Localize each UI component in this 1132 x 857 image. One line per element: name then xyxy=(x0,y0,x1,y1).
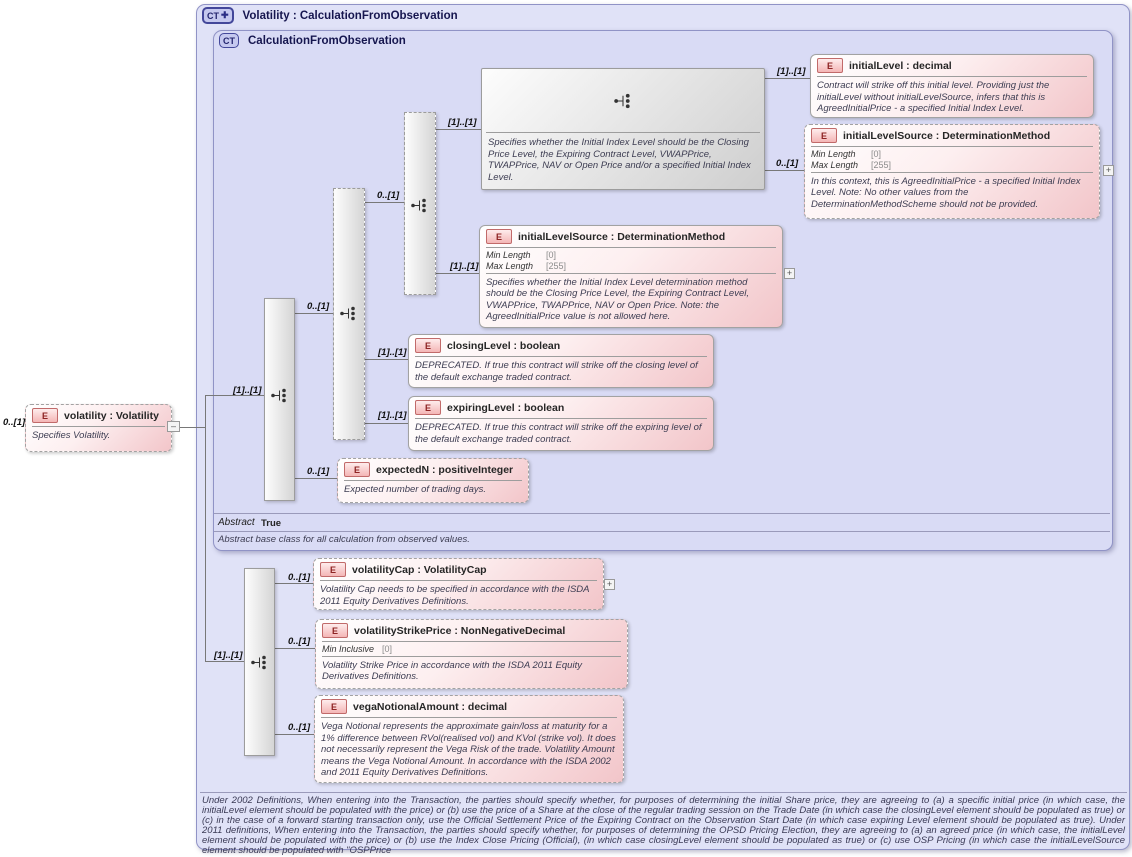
occurs-label-volatilityCap: 0..[1] xyxy=(288,572,311,583)
element-doc: Contract will strike off this initial level. Providing just the initialLevel without initialLevelSource, infers that this is AgreedInitialPrice - a specified Initial Index Level. xyxy=(817,80,1050,115)
abstract-label: Abstract xyxy=(218,517,255,528)
facet-value: [0] xyxy=(382,644,393,654)
element-doc: Specifies Volatility. xyxy=(32,430,111,441)
divider xyxy=(322,641,621,642)
element-doc: In this context, this is AgreedInitialPrice - a specified Initial Index Level. Note: No other values from the DeterminationMethodScheme should not be provided. xyxy=(811,175,1081,210)
element-doc: Volatility Cap needs to be specified in accordance with the ISDA 2011 Equity Derivatives Definitions. xyxy=(320,584,590,607)
element-doc: Expected number of trading days. xyxy=(344,484,487,495)
element-box-expiringLevel[interactable] xyxy=(408,396,714,451)
element-badge: E xyxy=(415,338,441,353)
connector-line xyxy=(363,202,404,203)
divider xyxy=(321,717,617,718)
element-doc: Specifies whether the Initial Index Level determination method should be the Closing Price Level, the Expiring Contract Level, VWAPPrice, TWAPPrice, NAV or Open Price. Note: the AgreedInitialPrice value is not allowed here. xyxy=(486,276,749,323)
facet-value: [255] xyxy=(871,159,892,170)
occurs-label-closingLevel: [1]..[1] xyxy=(378,347,407,358)
connector-line xyxy=(363,359,408,360)
connector-line xyxy=(205,395,206,661)
occurs-label-expectedN: 0..[1] xyxy=(307,466,330,477)
element-title: expectedN : positiveInteger xyxy=(376,463,514,476)
sequence-icon xyxy=(270,386,289,405)
divider xyxy=(214,513,1110,514)
occurs-label-extension-sequence: [1]..[1] xyxy=(214,650,243,661)
element-box-initialLevel[interactable] xyxy=(810,54,1094,118)
element-badge: E xyxy=(415,400,441,415)
element-box-volatilityStrikePrice[interactable] xyxy=(315,619,628,689)
element-badge: E xyxy=(811,128,837,143)
divider xyxy=(322,656,621,657)
element-badge: E xyxy=(486,229,512,244)
facet-label: Max Length xyxy=(486,260,534,271)
occurs-label-volatility: 0..[1] xyxy=(3,417,26,428)
connector-line xyxy=(434,129,481,130)
collapse-button[interactable]: – xyxy=(167,421,180,432)
divider xyxy=(811,146,1093,147)
occurs-label-vegaNotionalAmount: 0..[1] xyxy=(288,722,311,733)
occurs-label-main-sequence: [1]..[1] xyxy=(233,385,262,396)
element-title: expiringLevel : boolean xyxy=(447,401,565,414)
sequence-icon xyxy=(410,196,429,215)
abstract-value: True xyxy=(261,518,282,529)
connector-line xyxy=(273,648,315,649)
element-title: initialLevelSource : DeterminationMethod xyxy=(518,230,726,243)
divider xyxy=(200,792,1127,793)
facet-label: Min Length xyxy=(811,149,856,159)
divider xyxy=(811,172,1093,173)
facet-label: Max Length xyxy=(811,159,859,170)
connector-line xyxy=(293,313,333,314)
element-title: volatility : Volatility xyxy=(64,409,159,422)
connector-line xyxy=(273,734,314,735)
element-box-initialLevelSource-mid[interactable] xyxy=(479,225,783,328)
complex-type-badge xyxy=(202,7,234,24)
divider xyxy=(32,426,165,427)
base-type-title: CalculationFromObservation xyxy=(248,34,406,47)
facet-label: Min Length xyxy=(486,250,531,260)
element-title: initialLevelSource : DeterminationMethod xyxy=(843,129,1051,142)
complex-type-badge xyxy=(219,33,239,48)
sequence-bar-initial xyxy=(404,112,436,295)
sequence-icon xyxy=(339,304,358,323)
occurs-label-inner-sequence: 0..[1] xyxy=(307,301,330,312)
connector-line xyxy=(763,170,804,171)
element-box-closingLevel[interactable] xyxy=(408,334,714,388)
element-badge: E xyxy=(32,408,58,423)
element-badge: E xyxy=(322,623,348,638)
ct-badge-label: CT xyxy=(223,35,235,46)
divider xyxy=(214,531,1110,532)
ct-badge-label: CT xyxy=(207,10,219,21)
element-badge: E xyxy=(321,699,347,714)
divider xyxy=(415,418,707,419)
complex-type-volatility-header xyxy=(202,7,458,24)
sequence-icon xyxy=(250,653,269,672)
facet-list xyxy=(805,148,1099,171)
sequence-icon xyxy=(613,91,633,111)
facet-value: [0] xyxy=(871,149,882,159)
facet-list xyxy=(316,643,627,655)
sequence-bar-inner xyxy=(333,188,365,440)
element-badge: E xyxy=(817,58,843,73)
occurs-label-initialLevel: [1]..[1] xyxy=(777,66,806,77)
connector-line xyxy=(293,478,337,479)
derivation-plus-icon: ✚ xyxy=(221,10,229,20)
element-title: closingLevel : boolean xyxy=(447,339,561,352)
base-type-doc: Abstract base class for all calculation from observed values. xyxy=(218,534,470,545)
element-box-vegaNotionalAmount[interactable] xyxy=(314,695,624,783)
expand-button-volatilityCap[interactable]: + xyxy=(604,579,615,590)
element-box-expectedN[interactable] xyxy=(337,458,529,503)
divider xyxy=(486,132,760,133)
divider xyxy=(320,580,597,581)
connector-line xyxy=(434,273,479,274)
divider xyxy=(817,76,1087,77)
element-title: volatilityCap : VolatilityCap xyxy=(352,563,487,576)
occurs-label-initial-sequence: 0..[1] xyxy=(377,190,400,201)
connector-line xyxy=(273,583,313,584)
element-box-volatilityCap[interactable] xyxy=(313,558,604,610)
connector-line xyxy=(763,78,810,79)
element-title: initialLevel : decimal xyxy=(849,59,952,72)
element-doc: Vega Notional represents the approximate gain/loss at maturity for a 1% difference between RVol(realised vol) and KVol (strike vol). It does not necessarily represent the Vega Risk of the trade. Volatility Amount means the Vega Notional Amount. In accordance with the ISDA 2002 and 2011 Equity Derivatives Definitions. xyxy=(321,721,616,779)
choice-doc-text: Specifies whether the Initial Index Level should be the Closing Price Level, the Expiring Contract Level, VWAPPrice, TWAPPrice, NAV or Open Price and/or a specified Initial Index Level. xyxy=(488,137,751,183)
element-box-volatility[interactable] xyxy=(25,404,172,452)
choice-doc-box xyxy=(481,68,765,190)
expand-button-initialLevelSource-top[interactable]: + xyxy=(1103,165,1114,176)
divider xyxy=(415,356,707,357)
element-title: vegaNotionalAmount : decimal xyxy=(353,700,508,713)
element-doc: Volatility Strike Price in accordance with the ISDA 2011 Equity Derivatives Definitions. xyxy=(322,659,582,683)
divider xyxy=(486,273,776,274)
connector-line xyxy=(363,423,408,424)
facet-label: Min Inclusive xyxy=(322,644,375,654)
element-doc: DEPRECATED. If true this contract will strike off the closing level of the default exchange traded contract. xyxy=(415,360,698,383)
sequence-bar-main xyxy=(264,298,295,501)
element-doc: DEPRECATED. If true this contract will strike off the expiring level of the default exchange traded contract. xyxy=(415,422,702,445)
occurs-label-choice-doc: [1]..[1] xyxy=(448,117,477,128)
element-badge: E xyxy=(320,562,346,577)
connector-line xyxy=(205,661,244,662)
facet-value: [0] xyxy=(546,250,557,260)
element-title: volatilityStrikePrice : NonNegativeDecimal xyxy=(354,624,566,637)
facet-list xyxy=(480,249,782,272)
element-badge: E xyxy=(344,462,370,477)
occurs-label-volatilityStrikePrice: 0..[1] xyxy=(288,636,311,647)
base-type-header xyxy=(219,33,406,48)
divider xyxy=(344,480,522,481)
occurs-label-expiringLevel: [1]..[1] xyxy=(378,410,407,421)
complex-type-title: Volatility : CalculationFromObservation xyxy=(242,9,458,22)
occurs-label-initialLevelSource-top: 0..[1] xyxy=(776,158,799,169)
facet-value: [255] xyxy=(546,260,567,271)
footer-doc: Under 2002 Definitions, When entering into the Transaction, the parties should specify whether, for purposes of determining the initial Share price, they are agreeing to (a) a specific initial price (in which case, the initialLevel element should be populated with the price) or (b) use the price of a Share at the close of the regular trading session on the Trade Date (in which case the closingLevel element should be populated as true) or (c) in the case of a forward starting transaction only, use the Official Settlement Price of the Expiring Contract on the Observation Start Date (in which case expiring Level element should be populated as true). Under 2011 definitions, When entering into the Transaction, the parties should specify whether, for purposes of determining the OPSD Pricing Election, they are agreeing to (a) an agreed price (in which case, the initialLevel element should be populated with the price) or (b) use the Index Close Pricing (Official), (in which case closingLevel element should be populated as true) or (c) use OSP Pricing (in which case the initialLevelSource element should be populated with "OSPPrice xyxy=(202,795,1125,856)
element-box-initialLevelSource-top[interactable] xyxy=(804,124,1100,219)
expand-button-initialLevelSource-mid[interactable]: + xyxy=(784,268,795,279)
sequence-bar-extension xyxy=(244,568,275,756)
occurs-label-initialLevelSource-mid: [1]..[1] xyxy=(450,261,479,272)
divider xyxy=(486,247,776,248)
